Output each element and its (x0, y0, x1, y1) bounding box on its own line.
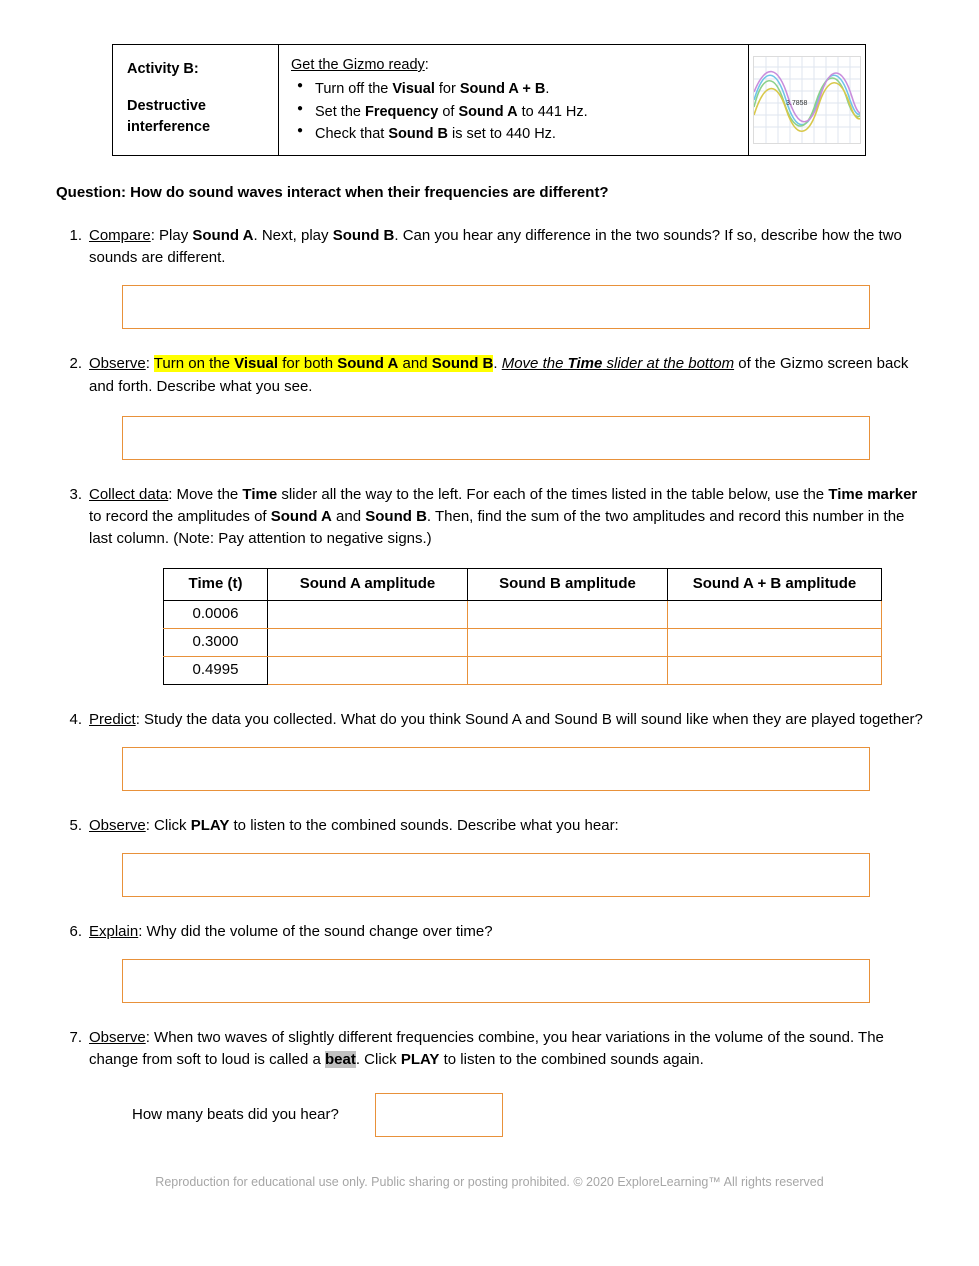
answer-box-4[interactable] (122, 747, 870, 791)
cell-sound-a-2[interactable] (268, 628, 468, 656)
answer-box-5[interactable] (122, 853, 870, 897)
list-item-6: 6. Explain: Why did the volume of the sound change over time? (56, 921, 923, 1003)
item-verb-3: Collect data (89, 485, 169, 503)
answer-box-1[interactable] (122, 285, 870, 329)
cell-sound-b-3[interactable] (468, 656, 668, 684)
item-verb-1: Compare (89, 227, 151, 244)
gizmo-ready-title: Get the Gizmo ready (291, 57, 425, 73)
gizmo-ready-steps (291, 79, 740, 146)
item-verb-2: Observe (89, 355, 146, 373)
beats-label: How many beats did you hear? (132, 1106, 339, 1124)
gizmo-ready-colon: : (424, 57, 429, 73)
table-row (164, 600, 882, 628)
cell-sound-ab-3[interactable] (668, 656, 882, 684)
cell-sound-b-2[interactable] (468, 628, 668, 656)
list-item-7: 7. Observe: When two waves of slightly different frequencies combine, you hear variations in the volume of the sound. The change from soft to loud is called a beat. Click PLAY to listen to the combined sounds again. How many beats did you hear? (56, 1027, 923, 1137)
activity-name: Destructive interference (127, 98, 211, 136)
page-title: Question: How do sound waves interact when their frequencies are different? (56, 184, 609, 201)
item-number-1: 1. (69, 227, 82, 244)
gizmo-step-2: ● Set the Frequency of Sound A to 441 Hz. (313, 102, 740, 124)
item-verb-6: Explain (89, 922, 139, 940)
amplitude-table (163, 568, 882, 684)
list-item-1: 1. Compare: Play Sound A. Next, play Sound B. Can you hear any difference in the two sounds? If so, describe how the two sounds are different. (56, 225, 923, 329)
list-item-4: 4. Predict: Study the data you collected. What do you think Sound A and Sound B will sound like when they are played together? (56, 709, 923, 791)
beats-question-row (122, 1093, 923, 1137)
item-number-7: 7. (69, 1029, 82, 1047)
column-header-sound-a: Sound A amplitude (268, 569, 468, 600)
cell-sound-b-1[interactable] (468, 600, 668, 628)
cell-sound-a-3[interactable] (268, 656, 468, 684)
item-number-4: 4. (69, 710, 82, 728)
cell-time-3: 0.4995 (164, 656, 268, 684)
answer-box-6[interactable] (122, 959, 870, 1003)
column-header-sound-ab: Sound A + B amplitude (668, 569, 882, 600)
cell-sound-ab-1[interactable] (668, 600, 882, 628)
table-row (164, 656, 882, 684)
cell-sound-ab-2[interactable] (668, 628, 882, 656)
waveform-icon (754, 57, 861, 143)
column-header-sound-b: Sound B amplitude (468, 569, 668, 600)
gizmo-ready-heading (291, 55, 740, 77)
footer-copyright: Reproduction for educational use only. Public sharing or posting prohibited. © 2020 ExploreLearning™ All rights reserved (155, 1175, 824, 1190)
activity-header-box (112, 44, 866, 156)
gizmo-step-3: ● Check that Sound B is set to 440 Hz. (313, 124, 740, 146)
item-number-5: 5. (69, 816, 82, 834)
answer-box-2[interactable] (122, 416, 870, 460)
item-number-3: 3. (69, 485, 82, 503)
item-number-6: 6. (69, 922, 82, 940)
item-verb-5: Observe (89, 816, 146, 834)
activity-label: Activity B: (127, 61, 199, 77)
beats-answer-box[interactable] (375, 1093, 503, 1137)
gizmo-thumbnail-cell (749, 45, 865, 155)
table-header-row (164, 569, 882, 600)
column-header-time: Time (t) (164, 569, 268, 600)
question-list (56, 225, 923, 1137)
item-verb-7: Observe (89, 1029, 146, 1047)
gizmo-ready-cell (279, 45, 749, 155)
table-row (164, 628, 882, 656)
cell-time-1: 0.0006 (164, 600, 268, 628)
list-item-2: 2. Observe: Turn on the Visual for both Sound A and Sound B. Move the Time slider at the bottom of the Gizmo screen back and forth. Describe what you see. (56, 353, 923, 459)
activity-title-cell (113, 45, 279, 155)
thumbnail-value: 3.7858 (786, 100, 808, 107)
cell-time-2: 0.3000 (164, 628, 268, 656)
list-item-5: 5. Observe: Click PLAY to listen to the combined sounds. Describe what you hear: (56, 815, 923, 897)
list-item-3: 3. Collect data: Move the Time slider all the way to the left. For each of the times listed in the table below, use the Time marker to record the amplitudes of Sound A and Sound B. Then, find the sum of the two amplitudes and record this number in the last column. (Note: Pay attention to negative signs.) Time (t) Sound A amplitude Sound B amplitude Sound A + B amplitude 0.0006 0.3000 0.4995 (56, 484, 923, 685)
item-number-2: 2. (69, 355, 82, 373)
gizmo-step-1: ● Turn off the Visual for Sound A + B. (313, 79, 740, 101)
cell-sound-a-1[interactable] (268, 600, 468, 628)
waveform-thumbnail (753, 56, 861, 144)
item-verb-4: Predict (89, 710, 136, 728)
